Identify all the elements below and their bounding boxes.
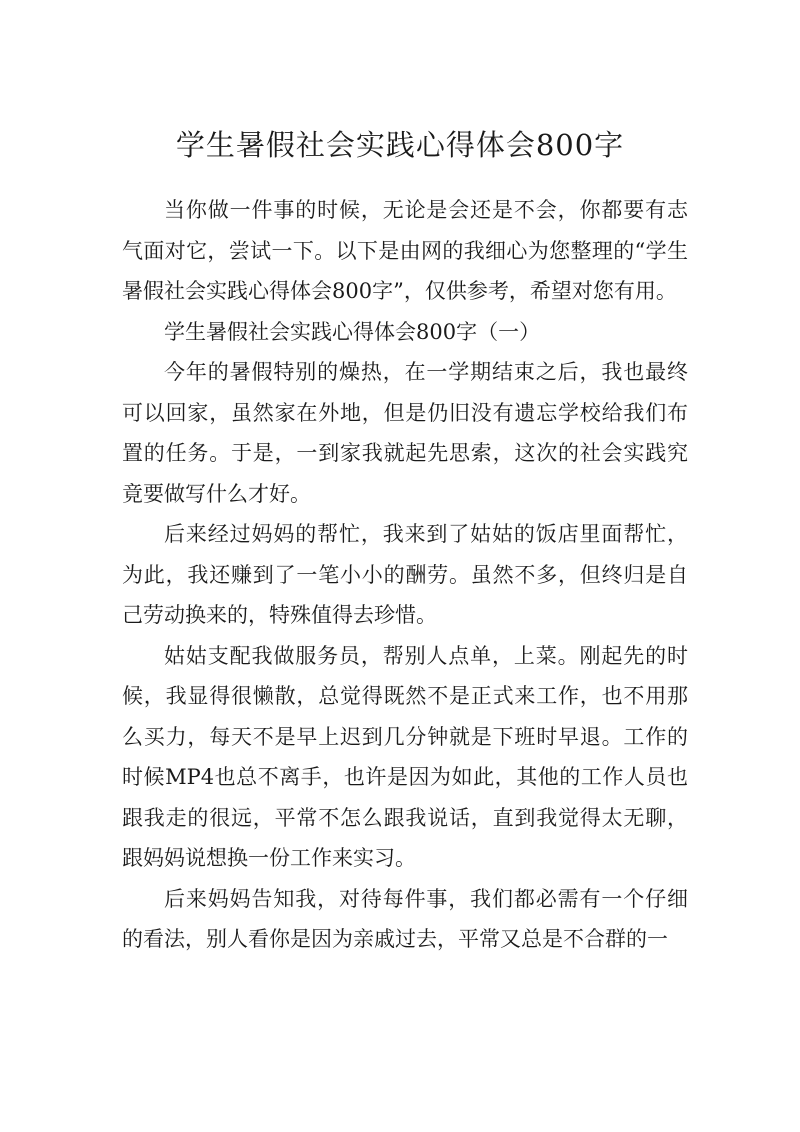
paragraph: 后来经过妈妈的帮忙，我来到了姑姑的饭店里面帮忙，为此，我还赚到了一笔小小的酬劳。虽然不多，但终归是自己劳动换来的，特殊值得去珍惜。 [122, 522, 688, 627]
paragraph: 后来妈妈告知我，对待每件事，我们都必需有一个仔细的看法，别人看你是因为亲戚过去，平常又总是不合群的一 [122, 886, 688, 951]
paragraph-intro: 当你做一件事的时候，无论是会还是不会，你都要有志气面对它，尝试一下。以下是由网的我细心为您整理的“学生暑假社会实践心得体会800字”，仅供参考，希望对您有用。 [122, 198, 688, 303]
paragraph: 姑姑支配我做服务员，帮别人点单，上菜。刚起先的时候，我显得很懒散，总觉得既然不是正式来工作，也不用那么买力，每天不是早上迟到几分钟就是下班时早退。工作的时候MP4也总不离手，也许是因为如此，其他的工作人员也跟我走的很远，平常不怎么跟我说话，直到我觉得太无聊，跟妈妈说想换一份工作来实习。 [122, 643, 688, 870]
document-body [122, 190, 688, 960]
section-heading: 学生暑假社会实践心得体会800字（一） [164, 319, 541, 344]
paragraph: 今年的暑假特别的燥热，在一学期结束之后，我也最终可以回家，虽然家在外地，但是仍旧没有遗忘学校给我们布置的任务。于是，一到家我就起先思索，这次的社会实践究竟要做写什么才好。 [122, 360, 688, 506]
document-title: 学生暑假社会实践心得体会800字 [175, 128, 625, 162]
